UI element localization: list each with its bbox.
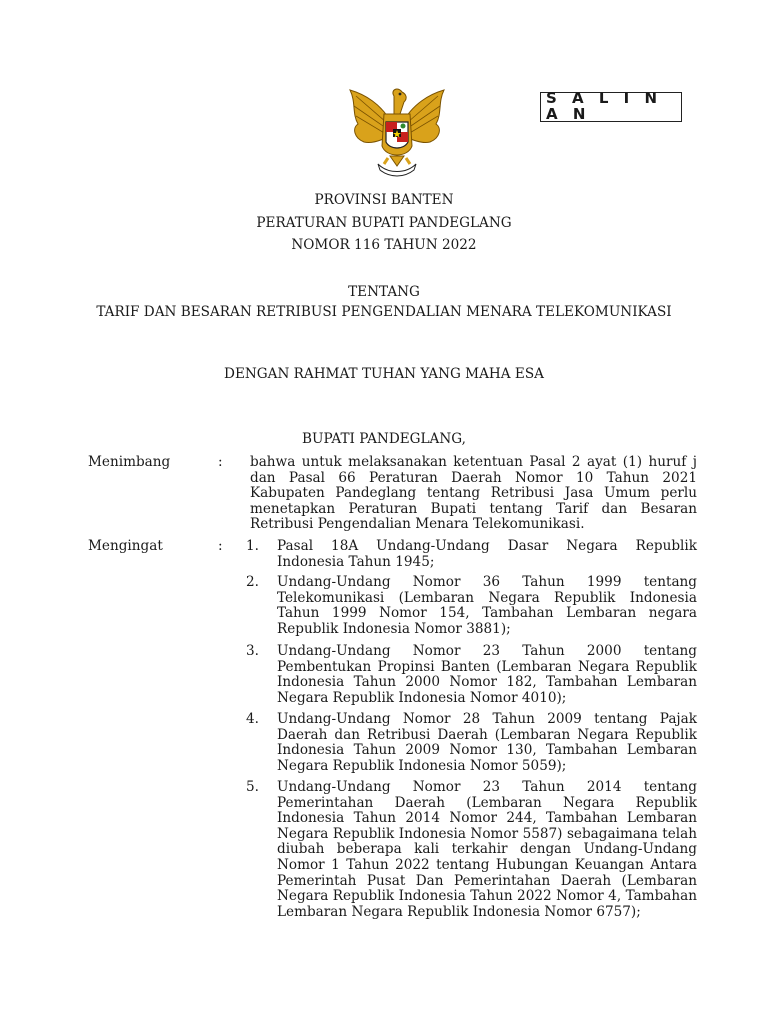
mengingat-item-text: Undang-Undang Nomor 23 Tahun 2014 tentang Pemerintahan Daerah (Lembaran Negara Republik Indonesia Tahun 2014 Nomor 244, Tambahan Lembaran Negara Republik Indonesia Nomor 5587) sebagaimana telah diubah beberapa kali terkahir dengan Undang-Undang Nomor 1 Tahun 2022 tentang Hubungan Keuangan Antara Pemerintah Pusat Dan Pemerintahan Daerah (Lembaran Negara Republik Indonesia Tahun 2022 Nomor 4, Tambahan Lembaran Negara Republik Indonesia Nomor 6757); — [277, 779, 697, 920]
salinan-stamp: S A L I N A N — [540, 92, 682, 122]
mengingat-item-number: 3. — [246, 643, 259, 659]
mengingat-colon: : — [218, 538, 223, 554]
mengingat-item-text: Undang-Undang Nomor 28 Tahun 2009 tentang Pajak Daerah dan Retribusi Daerah (Lembaran Negara Republik Indonesia Tahun 2009 Nomor 130, Tambahan Lembaran Negara Republik Indonesia Nomor 5059); — [277, 711, 697, 774]
mengingat-item-number: 4. — [246, 711, 259, 727]
menimbang-colon: : — [218, 454, 223, 470]
menimbang-label: Menimbang — [88, 454, 171, 470]
mengingat-item-number: 1. — [246, 538, 259, 554]
regulation-heading: PERATURAN BUPATI PANDEGLANG — [256, 215, 512, 231]
province-heading: PROVINSI BANTEN — [314, 192, 454, 208]
mengingat-item-text: Undang-Undang Nomor 23 Tahun 2000 tentang Pembentukan Propinsi Banten (Lembaran Negara Republik Indonesia Tahun 2000 Nomor 182, Tambahan Lembaran Negara Republik Indonesia Nomor 4010); — [277, 643, 697, 706]
mengingat-label: Mengingat — [88, 538, 163, 554]
subject-title: TARIF DAN BESARAN RETRIBUSI PENGENDALIAN MENARA TELEKOMUNIKASI — [96, 304, 672, 320]
garuda-emblem-icon — [342, 84, 452, 180]
mengingat-item-number: 2. — [246, 574, 259, 590]
regent-title: BUPATI PANDEGLANG, — [302, 431, 466, 447]
mengingat-item-number: 5. — [246, 779, 259, 795]
mengingat-item-text: Pasal 18A Undang-Undang Dasar Negara Republik Indonesia Tahun 1945; — [277, 538, 697, 570]
menimbang-text: bahwa untuk melaksanakan ketentuan Pasal 2 ayat (1) huruf j dan Pasal 66 Peraturan Daerah Nomor 10 Tahun 2021 Kabupaten Pandeglang tentang Retribusi Jasa Umum perlu menetapkan Peraturan Bupati tentang Tarif dan Besaran Retribusi Pengendalian Menara Telekomunikasi. — [250, 454, 697, 533]
blessing-line: DENGAN RAHMAT TUHAN YANG MAHA ESA — [224, 366, 544, 382]
regulation-number: NOMOR 116 TAHUN 2022 — [291, 237, 477, 253]
about-heading: TENTANG — [348, 284, 420, 300]
mengingat-item-text: Undang-Undang Nomor 36 Tahun 1999 tentang Telekomunikasi (Lembaran Negara Republik Indonesia Tahun 1999 Nomor 154, Tambahan Lembaran negara Republik Indonesia Nomor 3881); — [277, 574, 697, 637]
